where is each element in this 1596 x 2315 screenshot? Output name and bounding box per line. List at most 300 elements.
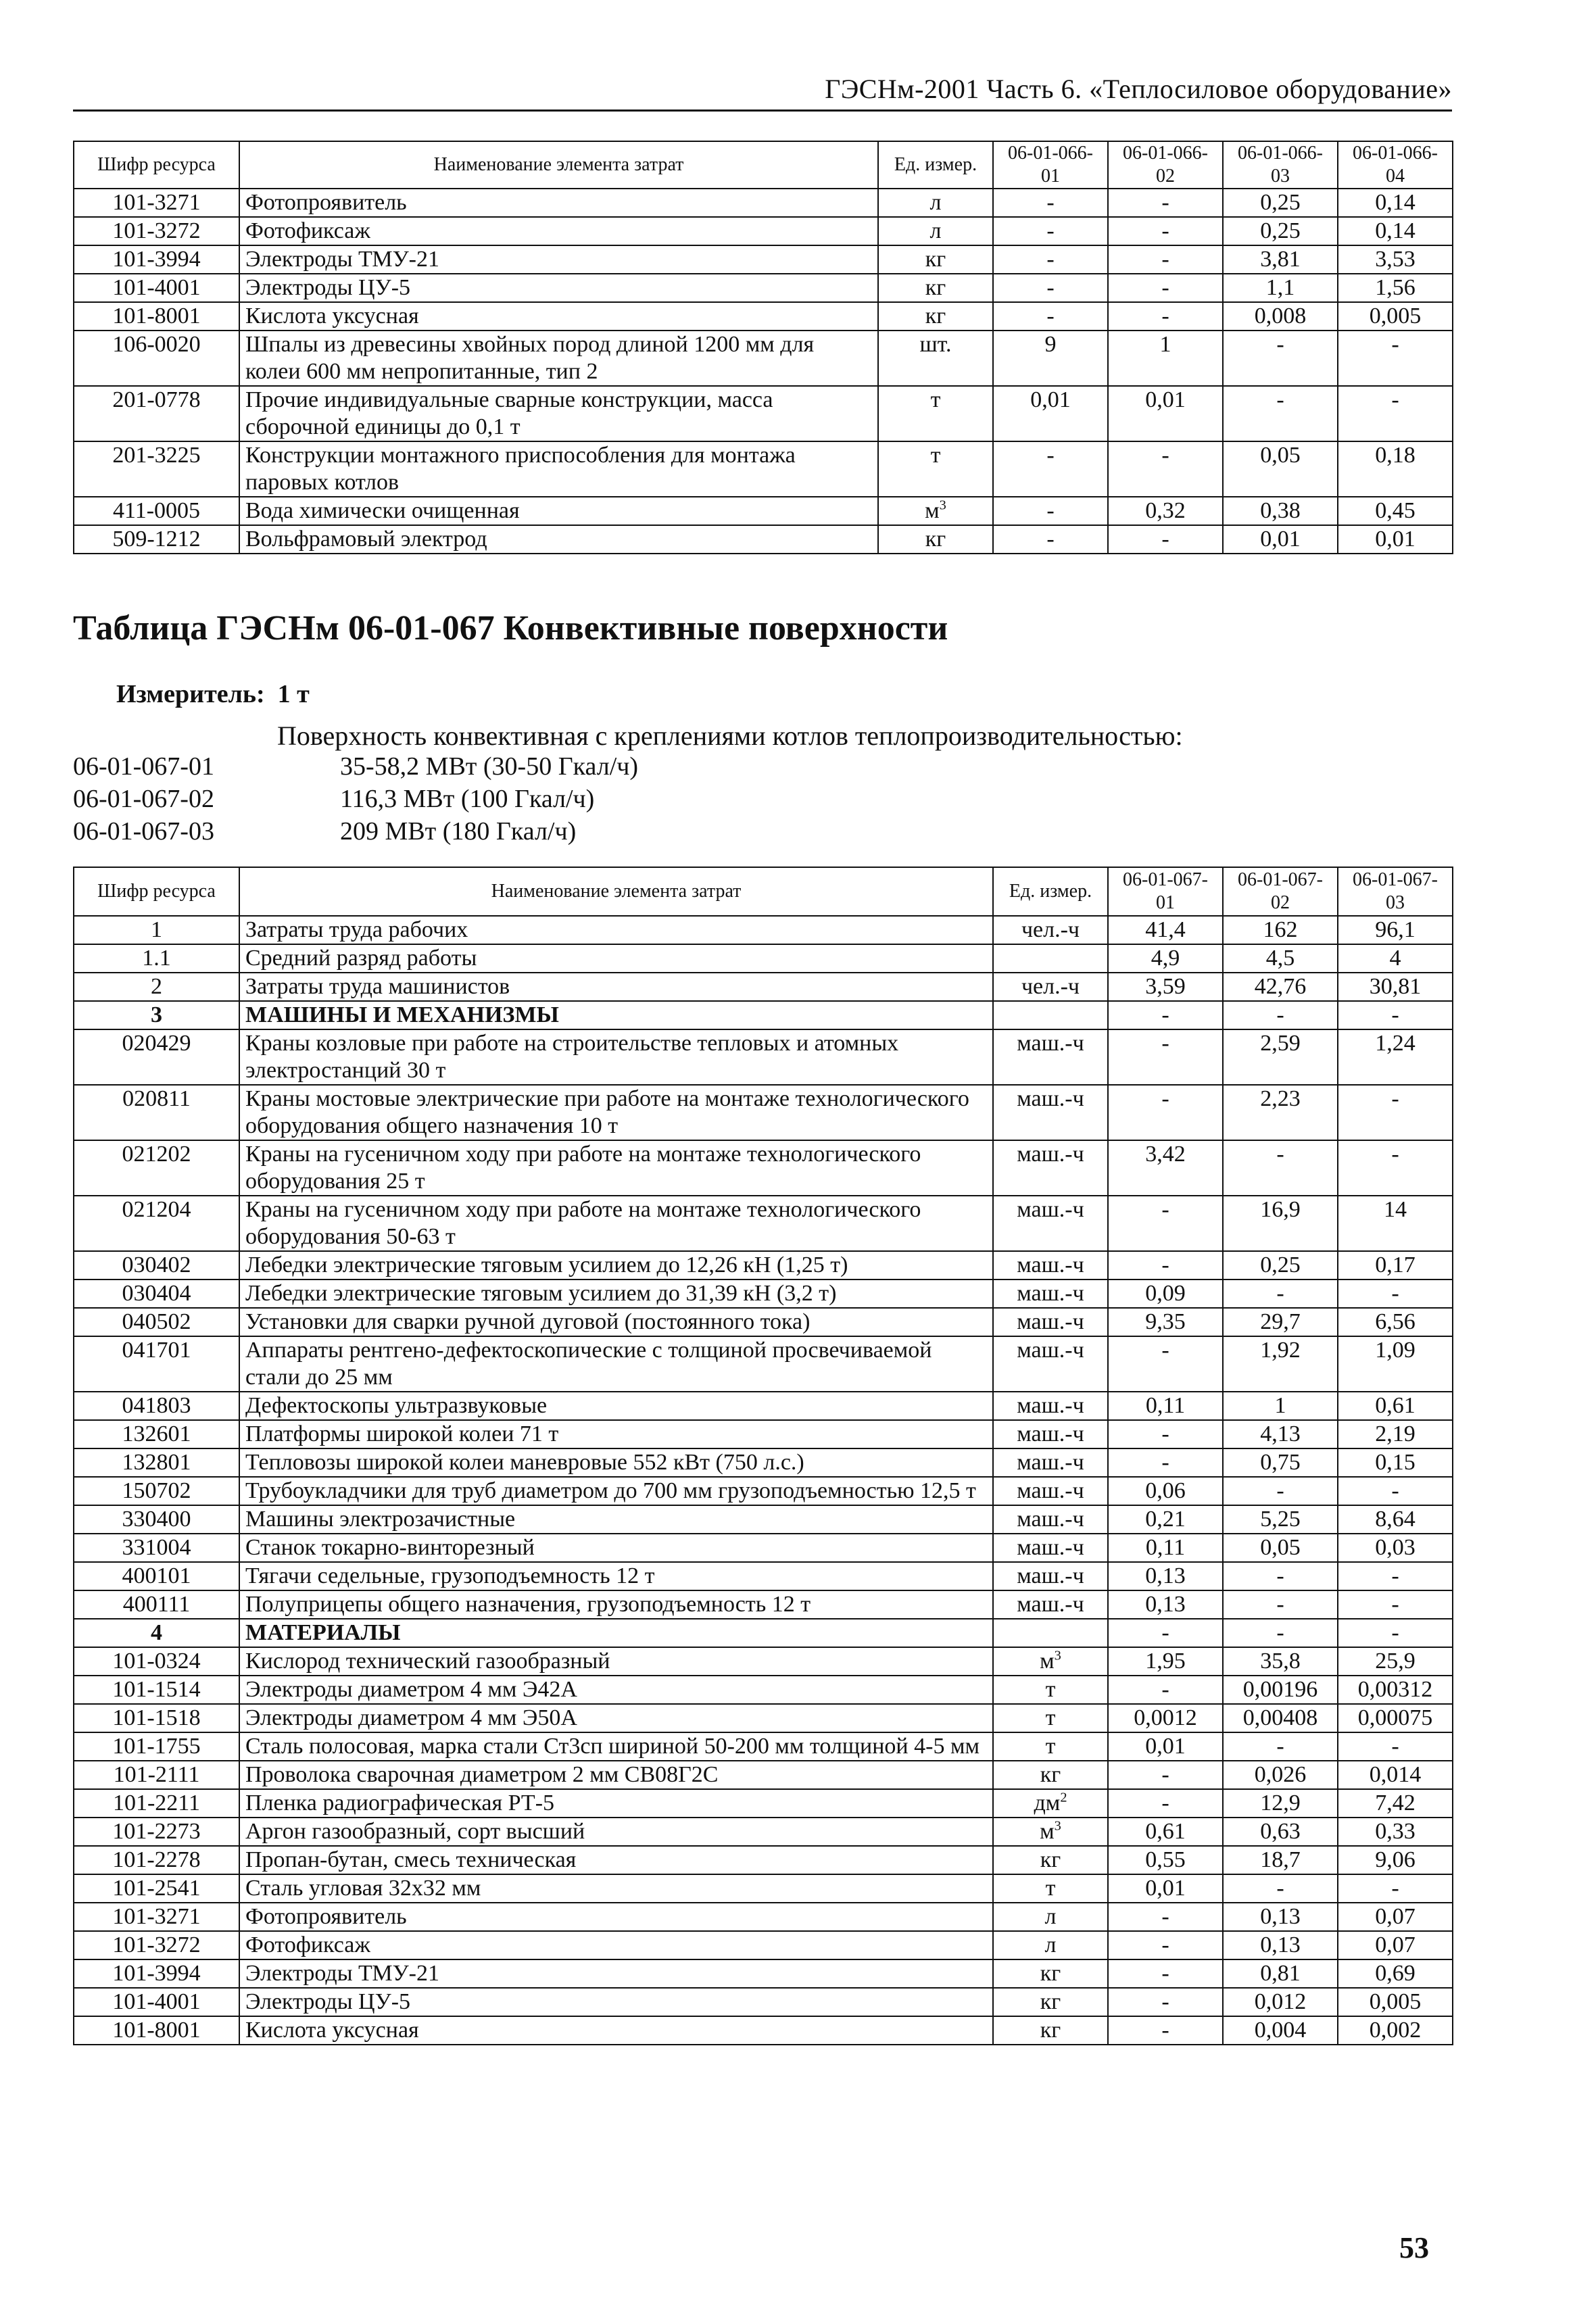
resource-value: 0,01 xyxy=(1223,525,1338,554)
resource-code: 132601 xyxy=(74,1420,239,1448)
resource-code: 040502 xyxy=(74,1308,239,1336)
resource-value: - xyxy=(1223,1590,1338,1619)
resource-value: - xyxy=(1108,525,1223,554)
resource-value: 2,59 xyxy=(1223,1029,1338,1085)
resource-unit: кг xyxy=(878,274,993,302)
table-row xyxy=(74,386,1453,441)
resource-unit: кг xyxy=(993,2016,1108,2045)
variant-text: 209 МВт (180 Гкал/ч) xyxy=(340,817,577,846)
resource-value: 0,18 xyxy=(1338,441,1453,497)
resource-value: 0,00196 xyxy=(1223,1676,1338,1704)
meter-value: 1 т xyxy=(277,680,310,708)
resource-code: 509-1212 xyxy=(74,525,239,554)
resource-table-066 xyxy=(73,141,1453,554)
resource-unit: маш.-ч xyxy=(993,1308,1108,1336)
variant-code: 06-01-067-03 xyxy=(73,817,214,846)
page-number: 53 xyxy=(1399,2231,1429,2264)
resource-value: - xyxy=(1108,1676,1223,1704)
table-row xyxy=(74,1846,1453,1874)
resource-value: 9,06 xyxy=(1338,1846,1453,1874)
header-name: Наименование элемента затрат xyxy=(239,141,878,189)
resource-value: 0,32 xyxy=(1108,497,1223,525)
resource-value: 2,19 xyxy=(1338,1420,1453,1448)
resource-name: Трубоукладчики для труб диаметром до 700 мм грузоподъемностью 12,5 т xyxy=(239,1477,993,1505)
resource-value: - xyxy=(993,189,1108,217)
resource-code: 101-4001 xyxy=(74,274,239,302)
resource-value: 162 xyxy=(1223,916,1338,944)
resource-value: 0,55 xyxy=(1108,1846,1223,1874)
resource-unit: маш.-ч xyxy=(993,1196,1108,1251)
variant-row xyxy=(73,817,576,846)
resource-table-067 xyxy=(73,867,1453,2045)
resource-unit: маш.-ч xyxy=(993,1280,1108,1308)
resource-value: 0,38 xyxy=(1223,497,1338,525)
resource-name: Фотопроявитель xyxy=(239,189,878,217)
resource-name: Лебедки электрические тяговым усилием до 31,39 кН (3,2 т) xyxy=(239,1280,993,1308)
resource-value: 35,8 xyxy=(1223,1647,1338,1676)
table-row xyxy=(74,1818,1453,1846)
resource-value: - xyxy=(1108,1420,1223,1448)
resource-value: 0,01 xyxy=(1338,525,1453,554)
resource-name: Краны козловые при работе на строительстве тепловых и атомных электростанций 30 т xyxy=(239,1029,993,1085)
resource-code: 101-2111 xyxy=(74,1761,239,1789)
resource-value: - xyxy=(1108,1196,1223,1251)
resource-value: 4,9 xyxy=(1108,944,1223,973)
resource-value: 0,21 xyxy=(1108,1505,1223,1534)
table-row xyxy=(74,1085,1453,1140)
resource-value: - xyxy=(1108,1903,1223,1931)
resource-value: 0,012 xyxy=(1223,1988,1338,2016)
resource-name: Краны на гусеничном ходу при работе на монтаже технологического оборудования 25 т xyxy=(239,1140,993,1196)
resource-value: - xyxy=(1108,1619,1223,1647)
resource-unit: шт. xyxy=(878,331,993,386)
resource-value: - xyxy=(1108,1988,1223,2016)
table-body xyxy=(74,189,1453,554)
resource-unit: т xyxy=(993,1874,1108,1903)
resource-value: 4 xyxy=(1338,944,1453,973)
table-title: Таблица ГЭСНм 06-01-067 Конвективные поверхности xyxy=(73,609,948,648)
resource-name: Лебедки электрические тяговым усилием до 12,26 кН (1,25 т) xyxy=(239,1251,993,1280)
resource-unit: л xyxy=(878,189,993,217)
resource-value: - xyxy=(1108,1001,1223,1029)
resource-value: 0,01 xyxy=(1108,386,1223,441)
resource-value: - xyxy=(1108,441,1223,497)
resource-name: Пропан-бутан, смесь техническая xyxy=(239,1846,993,1874)
resource-value: 9 xyxy=(993,331,1108,386)
table-row xyxy=(74,1140,1453,1196)
resource-value: 1,92 xyxy=(1223,1336,1338,1392)
resource-value: - xyxy=(1223,1477,1338,1505)
resource-value: 12,9 xyxy=(1223,1789,1338,1818)
resource-unit: маш.-ч xyxy=(993,1562,1108,1590)
resource-value: - xyxy=(1223,1140,1338,1196)
resource-value: - xyxy=(1223,1001,1338,1029)
resource-value: - xyxy=(993,217,1108,245)
resource-value: 1,1 xyxy=(1223,274,1338,302)
resource-name: Кислота уксусная xyxy=(239,302,878,331)
resource-unit: маш.-ч xyxy=(993,1251,1108,1280)
resource-unit: маш.-ч xyxy=(993,1392,1108,1420)
resource-code: 1.1 xyxy=(74,944,239,973)
variant-text: 35-58,2 МВт (30-50 Гкал/ч) xyxy=(340,752,639,781)
resource-unit: л xyxy=(878,217,993,245)
resource-code: 101-8001 xyxy=(74,302,239,331)
resource-code: 030404 xyxy=(74,1280,239,1308)
table-row xyxy=(74,1251,1453,1280)
resource-code: 101-4001 xyxy=(74,1988,239,2016)
resource-value: 7,42 xyxy=(1338,1789,1453,1818)
resource-value: 41,4 xyxy=(1108,916,1223,944)
table-row xyxy=(74,916,1453,944)
resource-value: 0,008 xyxy=(1223,302,1338,331)
resource-value: - xyxy=(1338,331,1453,386)
table-header-row xyxy=(74,867,1453,916)
header-col-3: 06-01-066-03 xyxy=(1223,141,1338,189)
resource-value: 0,13 xyxy=(1223,1931,1338,1959)
resource-name: Полуприцепы общего назначения, грузоподъемность 12 т xyxy=(239,1590,993,1619)
table-row xyxy=(74,1448,1453,1477)
resource-unit: кг xyxy=(878,245,993,274)
resource-name: Тепловозы широкой колеи маневровые 552 кВт (750 л.с.) xyxy=(239,1448,993,1477)
resource-value: 0,45 xyxy=(1338,497,1453,525)
resource-value: 0,15 xyxy=(1338,1448,1453,1477)
resource-unit: маш.-ч xyxy=(993,1477,1108,1505)
resource-value: 96,1 xyxy=(1338,916,1453,944)
resource-unit: маш.-ч xyxy=(993,1420,1108,1448)
resource-value: 0,61 xyxy=(1108,1818,1223,1846)
resource-unit xyxy=(993,944,1108,973)
variant-code: 06-01-067-02 xyxy=(73,785,214,813)
table-row xyxy=(74,302,1453,331)
resource-value: 3,53 xyxy=(1338,245,1453,274)
resource-name: Машины электрозачистные xyxy=(239,1505,993,1534)
table-row xyxy=(74,1704,1453,1732)
resource-name: Электроды ЦУ-5 xyxy=(239,274,878,302)
resource-value: 8,64 xyxy=(1338,1505,1453,1534)
resource-code: 041803 xyxy=(74,1392,239,1420)
header-col-2: 06-01-066-02 xyxy=(1108,141,1223,189)
resource-value: 0,06 xyxy=(1108,1477,1223,1505)
resource-code: 150702 xyxy=(74,1477,239,1505)
table-row xyxy=(74,1959,1453,1988)
table-row xyxy=(74,189,1453,217)
header-col-2: 06-01-067-02 xyxy=(1223,867,1338,916)
resource-code: 101-3994 xyxy=(74,1959,239,1988)
resource-value: - xyxy=(1338,1280,1453,1308)
resource-name: Установки для сварки ручной дуговой (постоянного тока) xyxy=(239,1308,993,1336)
resource-code: 101-3272 xyxy=(74,217,239,245)
resource-value: - xyxy=(1108,1761,1223,1789)
resource-value: 0,05 xyxy=(1223,1534,1338,1562)
resource-value: - xyxy=(1338,1140,1453,1196)
resource-code: 020811 xyxy=(74,1085,239,1140)
resource-value: 0,00408 xyxy=(1223,1704,1338,1732)
header-col-1: 06-01-066-01 xyxy=(993,141,1108,189)
resource-value: 0,014 xyxy=(1338,1761,1453,1789)
resource-value: 0,07 xyxy=(1338,1903,1453,1931)
resource-value: 0,05 xyxy=(1223,441,1338,497)
resource-value: - xyxy=(1108,1336,1223,1392)
resource-code: 3 xyxy=(74,1001,239,1029)
table-row xyxy=(74,944,1453,973)
header-unit: Ед. измер. xyxy=(993,867,1108,916)
resource-value: 0,14 xyxy=(1338,189,1453,217)
resource-name: Шпалы из древесины хвойных пород длиной 1200 мм для колеи 600 мм непропитанные, тип 2 xyxy=(239,331,878,386)
resource-value: 0,17 xyxy=(1338,1251,1453,1280)
table-row xyxy=(74,1931,1453,1959)
table-row xyxy=(74,1789,1453,1818)
resource-unit: $дм^2$ xyxy=(993,1789,1108,1818)
resource-value: - xyxy=(1338,386,1453,441)
resource-value: 0,026 xyxy=(1223,1761,1338,1789)
resource-unit: кг xyxy=(993,1761,1108,1789)
resource-value: 14 xyxy=(1338,1196,1453,1251)
resource-code: 331004 xyxy=(74,1534,239,1562)
resource-value: 0,81 xyxy=(1223,1959,1338,1988)
resource-value: 29,7 xyxy=(1223,1308,1338,1336)
resource-value: 0,25 xyxy=(1223,217,1338,245)
resource-unit: т xyxy=(993,1704,1108,1732)
resource-value: 0,75 xyxy=(1223,1448,1338,1477)
resource-code: 330400 xyxy=(74,1505,239,1534)
resource-code: 101-1755 xyxy=(74,1732,239,1761)
resource-name: Прочие индивидуальные сварные конструкции, масса сборочной единицы до 0,1 т xyxy=(239,386,878,441)
resource-value: 0,01 xyxy=(1108,1732,1223,1761)
resource-unit: т xyxy=(878,441,993,497)
resource-value: - xyxy=(1338,1874,1453,1903)
resource-unit xyxy=(993,1001,1108,1029)
resource-name: Кислота уксусная xyxy=(239,2016,993,2045)
table-row xyxy=(74,1534,1453,1562)
resource-value: 3,81 xyxy=(1223,245,1338,274)
variant-row xyxy=(73,752,638,781)
resource-value: 0,002 xyxy=(1338,2016,1453,2045)
resource-name: Средний разряд работы xyxy=(239,944,993,973)
resource-code: 101-3271 xyxy=(74,1903,239,1931)
resource-value: 1,95 xyxy=(1108,1647,1223,1676)
resource-name: Краны мостовые электрические при работе на монтаже технологического оборудования общего назначения 10 т xyxy=(239,1085,993,1140)
resource-unit: маш.-ч xyxy=(993,1085,1108,1140)
resource-name: Сталь полосовая, марка стали Ст3сп шириной 50-200 мм толщиной 4-5 мм xyxy=(239,1732,993,1761)
resource-name: Фотофиксаж xyxy=(239,1931,993,1959)
resource-value: 0,0012 xyxy=(1108,1704,1223,1732)
variant-text: 116,3 МВт (100 Гкал/ч) xyxy=(340,785,595,813)
resource-code: 101-2541 xyxy=(74,1874,239,1903)
resource-value: 42,76 xyxy=(1223,973,1338,1001)
resource-code: 400101 xyxy=(74,1562,239,1590)
table-row xyxy=(74,525,1453,554)
table-row xyxy=(74,1308,1453,1336)
resource-name: Тягачи седельные, грузоподъемность 12 т xyxy=(239,1562,993,1590)
resource-code: 101-2278 xyxy=(74,1846,239,1874)
resource-value: - xyxy=(1108,1251,1223,1280)
resource-name: Электроды ТМУ-21 xyxy=(239,245,878,274)
resource-value: 0,11 xyxy=(1108,1392,1223,1420)
header-code: Шифр ресурса xyxy=(74,141,239,189)
resource-value: 0,63 xyxy=(1223,1818,1338,1846)
table-row xyxy=(74,497,1453,525)
table-row xyxy=(74,217,1453,245)
resource-value: 0,25 xyxy=(1223,189,1338,217)
resource-value: - xyxy=(1223,1732,1338,1761)
resource-unit: т xyxy=(993,1676,1108,1704)
resource-name: МАТЕРИАЛЫ xyxy=(239,1619,993,1647)
header-name: Наименование элемента затрат xyxy=(239,867,993,916)
resource-value: 0,25 xyxy=(1223,1251,1338,1280)
resource-unit: кг xyxy=(878,525,993,554)
resource-value: 0,004 xyxy=(1223,2016,1338,2045)
table-row xyxy=(74,1676,1453,1704)
resource-value: 0,13 xyxy=(1223,1903,1338,1931)
table-row xyxy=(74,1505,1453,1534)
resource-value: - xyxy=(1108,1931,1223,1959)
resource-unit: л xyxy=(993,1903,1108,1931)
resource-code: 101-2211 xyxy=(74,1789,239,1818)
resource-code: 101-1514 xyxy=(74,1676,239,1704)
resource-value: - xyxy=(1223,1280,1338,1308)
resource-value: - xyxy=(1108,1959,1223,1988)
resource-value: 0,61 xyxy=(1338,1392,1453,1420)
table-row xyxy=(74,1761,1453,1789)
resource-name: Аргон газообразный, сорт высший xyxy=(239,1818,993,1846)
resource-value: - xyxy=(993,441,1108,497)
resource-value: - xyxy=(1338,1562,1453,1590)
resource-value: - xyxy=(1338,1619,1453,1647)
resource-code: 101-3271 xyxy=(74,189,239,217)
header-col-1: 06-01-067-01 xyxy=(1108,867,1223,916)
table-body xyxy=(74,916,1453,2045)
section-row xyxy=(74,1001,1453,1029)
resource-code: 041701 xyxy=(74,1336,239,1392)
table-row xyxy=(74,1392,1453,1420)
resource-name: Проволока сварочная диаметром 2 мм СВ08Г2С xyxy=(239,1761,993,1789)
resource-value: 1 xyxy=(1223,1392,1338,1420)
resource-code: 132801 xyxy=(74,1448,239,1477)
table-description: Поверхность конвективная с креплениями котлов теплопроизводительностью: xyxy=(277,721,1183,751)
resource-value: 1,09 xyxy=(1338,1336,1453,1392)
resource-value: - xyxy=(993,274,1108,302)
table-row xyxy=(74,1029,1453,1085)
resource-value: 1 xyxy=(1108,331,1223,386)
resource-code: 101-2273 xyxy=(74,1818,239,1846)
resource-unit: маш.-ч xyxy=(993,1590,1108,1619)
resource-code: 101-8001 xyxy=(74,2016,239,2045)
variant-code: 06-01-067-01 xyxy=(73,752,214,781)
resource-value: 0,13 xyxy=(1108,1562,1223,1590)
resource-code: 021204 xyxy=(74,1196,239,1251)
resource-value: 25,9 xyxy=(1338,1647,1453,1676)
resource-unit: маш.-ч xyxy=(993,1336,1108,1392)
resource-value: 2,23 xyxy=(1223,1085,1338,1140)
resource-name: Аппараты рентгено-дефектоскопические с толщиной просвечиваемой стали до 25 мм xyxy=(239,1336,993,1392)
resource-value: - xyxy=(1223,1874,1338,1903)
resource-value: - xyxy=(1223,1619,1338,1647)
resource-unit: маш.-ч xyxy=(993,1505,1108,1534)
resource-value: 0,07 xyxy=(1338,1931,1453,1959)
table-row xyxy=(74,1280,1453,1308)
resource-name: Вольфрамовый электрод xyxy=(239,525,878,554)
resource-value: - xyxy=(1108,2016,1223,2045)
resource-unit: л xyxy=(993,1931,1108,1959)
resource-value: - xyxy=(1108,1448,1223,1477)
running-head: ГЭСНм-2001 Часть 6. «Теплосиловое оборудование» xyxy=(825,74,1452,104)
resource-unit: маш.-ч xyxy=(993,1448,1108,1477)
resource-value: - xyxy=(1108,217,1223,245)
resource-value: 5,25 xyxy=(1223,1505,1338,1534)
resource-value: 0,00075 xyxy=(1338,1704,1453,1732)
resource-code: 4 xyxy=(74,1619,239,1647)
section-row xyxy=(74,1619,1453,1647)
resource-name: Краны на гусеничном ходу при работе на монтаже технологического оборудования 50-63 т xyxy=(239,1196,993,1251)
table-row xyxy=(74,1647,1453,1676)
resource-value: 0,01 xyxy=(1108,1874,1223,1903)
resource-value: 30,81 xyxy=(1338,973,1453,1001)
resource-value: - xyxy=(1223,331,1338,386)
resource-value: - xyxy=(993,525,1108,554)
resource-unit: маш.-ч xyxy=(993,1534,1108,1562)
resource-unit: кг xyxy=(993,1959,1108,1988)
resource-value: - xyxy=(1108,245,1223,274)
resource-name: Электроды ТМУ-21 xyxy=(239,1959,993,1988)
resource-name: Станок токарно-винторезный xyxy=(239,1534,993,1562)
resource-name: Затраты труда рабочих xyxy=(239,916,993,944)
table-row xyxy=(74,1196,1453,1251)
resource-unit: кг xyxy=(993,1988,1108,2016)
resource-code: 1 xyxy=(74,916,239,944)
resource-value: - xyxy=(1108,1029,1223,1085)
resource-unit: т xyxy=(993,1732,1108,1761)
header-col-4: 06-01-066-04 xyxy=(1338,141,1453,189)
resource-value: - xyxy=(993,302,1108,331)
resource-code: 201-0778 xyxy=(74,386,239,441)
resource-unit: т xyxy=(878,386,993,441)
resource-value: 9,35 xyxy=(1108,1308,1223,1336)
resource-name: Конструкции монтажного приспособления для монтажа паровых котлов xyxy=(239,441,878,497)
resource-value: 0,09 xyxy=(1108,1280,1223,1308)
table-row xyxy=(74,1477,1453,1505)
resource-code: 201-3225 xyxy=(74,441,239,497)
table-row xyxy=(74,274,1453,302)
resource-name: Электроды диаметром 4 мм Э50А xyxy=(239,1704,993,1732)
header-rule xyxy=(73,109,1452,112)
resource-code: 400111 xyxy=(74,1590,239,1619)
resource-value: - xyxy=(1338,1732,1453,1761)
resource-unit: маш.-ч xyxy=(993,1140,1108,1196)
resource-value: - xyxy=(1108,1789,1223,1818)
resource-code: 021202 xyxy=(74,1140,239,1196)
resource-value: 0,01 xyxy=(993,386,1108,441)
resource-value: 1,56 xyxy=(1338,274,1453,302)
resource-code: 030402 xyxy=(74,1251,239,1280)
resource-unit: $м^3$ xyxy=(993,1647,1108,1676)
table-row xyxy=(74,441,1453,497)
resource-value: - xyxy=(993,245,1108,274)
resource-value: - xyxy=(1108,302,1223,331)
resource-code: 106-0020 xyxy=(74,331,239,386)
resource-code: 2 xyxy=(74,973,239,1001)
resource-unit: чел.-ч xyxy=(993,973,1108,1001)
resource-value: 0,33 xyxy=(1338,1818,1453,1846)
resource-value: - xyxy=(1338,1590,1453,1619)
header-col-3: 06-01-067-03 xyxy=(1338,867,1453,916)
resource-name: Платформы широкой колеи 71 т xyxy=(239,1420,993,1448)
resource-value: 1,24 xyxy=(1338,1029,1453,1085)
table-row xyxy=(74,1562,1453,1590)
table-row xyxy=(74,1874,1453,1903)
resource-value: 16,9 xyxy=(1223,1196,1338,1251)
resource-value: - xyxy=(1108,1085,1223,1140)
resource-name: Электроды ЦУ-5 xyxy=(239,1988,993,2016)
